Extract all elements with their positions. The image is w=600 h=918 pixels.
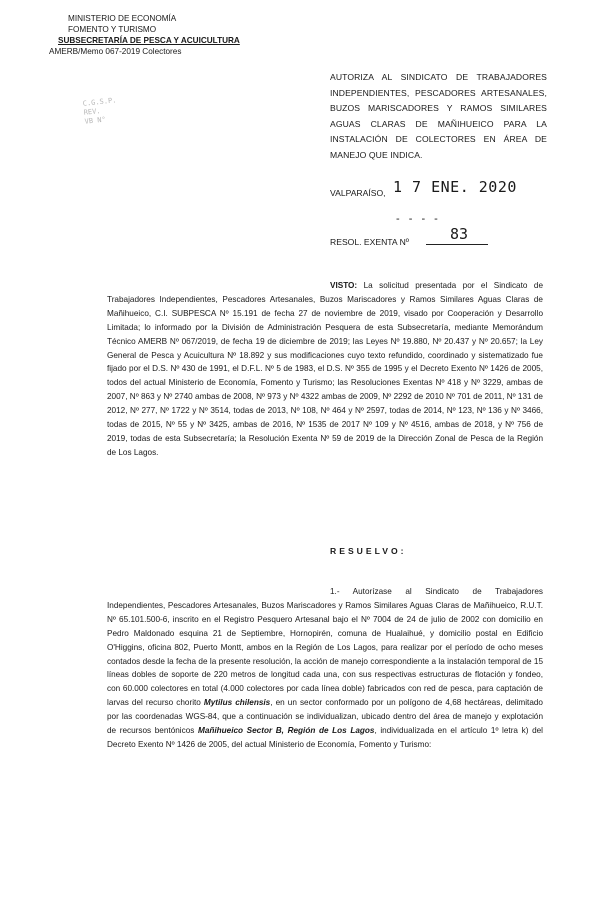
date-dashes: - - - -	[396, 213, 441, 225]
resolution-number-line	[426, 244, 488, 245]
resolution-label: RESOL. EXENTA Nº	[330, 237, 409, 247]
date-stamp: 1 7 ENE. 2020	[393, 178, 517, 196]
visto-label: VISTO:	[330, 281, 358, 290]
ministry-header	[49, 13, 240, 57]
visto-paragraph	[107, 279, 543, 460]
resuelvo-heading: RESUELVO:	[330, 546, 407, 556]
subsecretaria-name: SUBSECRETARÍA DE PESCA Y ACUICULTURA	[58, 36, 240, 45]
ministry-name: MINISTERIO DE ECONOMÍA	[68, 14, 177, 23]
faded-stamp: C.G.S.P. REV. VB N°	[82, 96, 117, 126]
ministry-subname: FOMENTO Y TURISMO	[68, 25, 157, 34]
species-name: Mytilus chilensis	[203, 698, 271, 708]
article-1-paragraph: 1.- Autorízase al Sindicato de Trabajadores Independientes, Pescadores Artesanales, Buzos Mariscadores y Ramos Similares Aguas Claras de Mañihueico, R.U.T. Nº 65.101.500-6, inscrito en el Registro Pesquero Artesanal bajo el Nº 7004 de 24 de julio de 2002 con domicilio en Pedro Maldonado esquina 21 de Septiembre, Hornopirén, comuna de Hualaihué, y domicilio postal en Edificio O'Higgins, oficina 802, Puerto Montt, ambos en la Región de Los Lagos, para realizar por el período de ocho meses contados desde la fecha de la presente resolución, la acción de manejo correspondiente a la instalación temporal de 15 líneas dobles de soporte de 220 metros de longitud cada una, con sus respectivas estructuras de flotación y fondeo, con 60.000 colectores en total (4.000 colectores por cada línea doble) fabricados con red de pesca, para captación de larvas del recurso chorito Mytilus chilensis, en un sector conformado por un polígono de 4,68 hectáreas, delimitado por las coordenadas WGS-84, que a continuación se individualizan, ubicado dentro del área de manejo y explotación de recursos bentónicos Mañihueico Sector B, Región de Los Lagos, individualizada en el artículo 1º letra k) del Decreto Exento Nº 1426 de 2005, del actual Ministerio de Economía, Fomento y Turismo:	[107, 587, 543, 749]
resolution-number: 83	[450, 225, 469, 243]
place-label: VALPARAÍSO,	[330, 188, 386, 198]
resolution-title: AUTORIZA AL SINDICATO DE TRABAJADORES INDEPENDIENTES, PESCADORES ARTESANALES, BUZOS MARISCADORES Y RAMOS SIMILARES AGUAS CLARAS DE MAÑIHUEICO PARA LA INSTALACIÓN DE COLECTORES EN ÁREA DE MANEJO QUE INDICA.	[330, 72, 547, 160]
visto-text: La solicitud presentada por el Sindicato de Trabajadores Independientes, Pescadores Artesanales, Buzos Mariscadores y Ramos Similares Aguas Claras de Mañihueico, C.I. SUBPESCA Nº 15.191 de fecha 27 de noviembre de 2019, visado por Cooperación y Desarrollo Limitada; lo informado por la División de Administración Pesquera de esta Subsecretaría, mediante Memorándum Técnico AMERB Nº 067/2019, de fecha 19 de diciembre de 2019; las Leyes Nº 19.880, Nº 20.437 y Nº 20.657; la Ley General de Pesca y Acuicultura Nº 18.892 y sus modificaciones cuyo texto refundido, coordinado y sistematizado fue fijado por el D.S. Nº 430 de 1991, el D.F.L. Nº 5 de 1983, el D.S. Nº 355 de 1995 y el Decreto Exento Nº 1426 de 2005, todos del actual Ministerio de Economía, Fomento y Turismo; las Resoluciones Exentas Nº 418 y Nº 3229, ambas de 2007, Nº 863 y Nº 2740 ambas de 2008, Nº 973 y Nº 4322 ambas de 2009, Nº 2292 de 2010 Nº 701 de 2011, Nº 131 de 2012, Nº 277, Nº 1722 y Nº 3514, todas de 2013, Nº 108, Nº 464 y Nº 2597, todas de 2014, Nº 123, Nº 136 y Nº 3466, todas de 2015, Nº 55 y Nº 3425, ambas de 2016, Nº 1535 de 2017 Nº 109 y Nº 4516, ambas de 2018, y Nº 756 de 2019, todas de esta Subsecretaría; la Resolución Exenta Nº 59 de 2019 de la Dirección Zonal de Pesca de la Región de Los Lagos.	[107, 281, 543, 457]
area-name: Mañihueico Sector B, Región de Los Lagos	[198, 726, 375, 736]
memo-reference: AMERB/Memo 067-2019 Colectores	[49, 47, 182, 56]
